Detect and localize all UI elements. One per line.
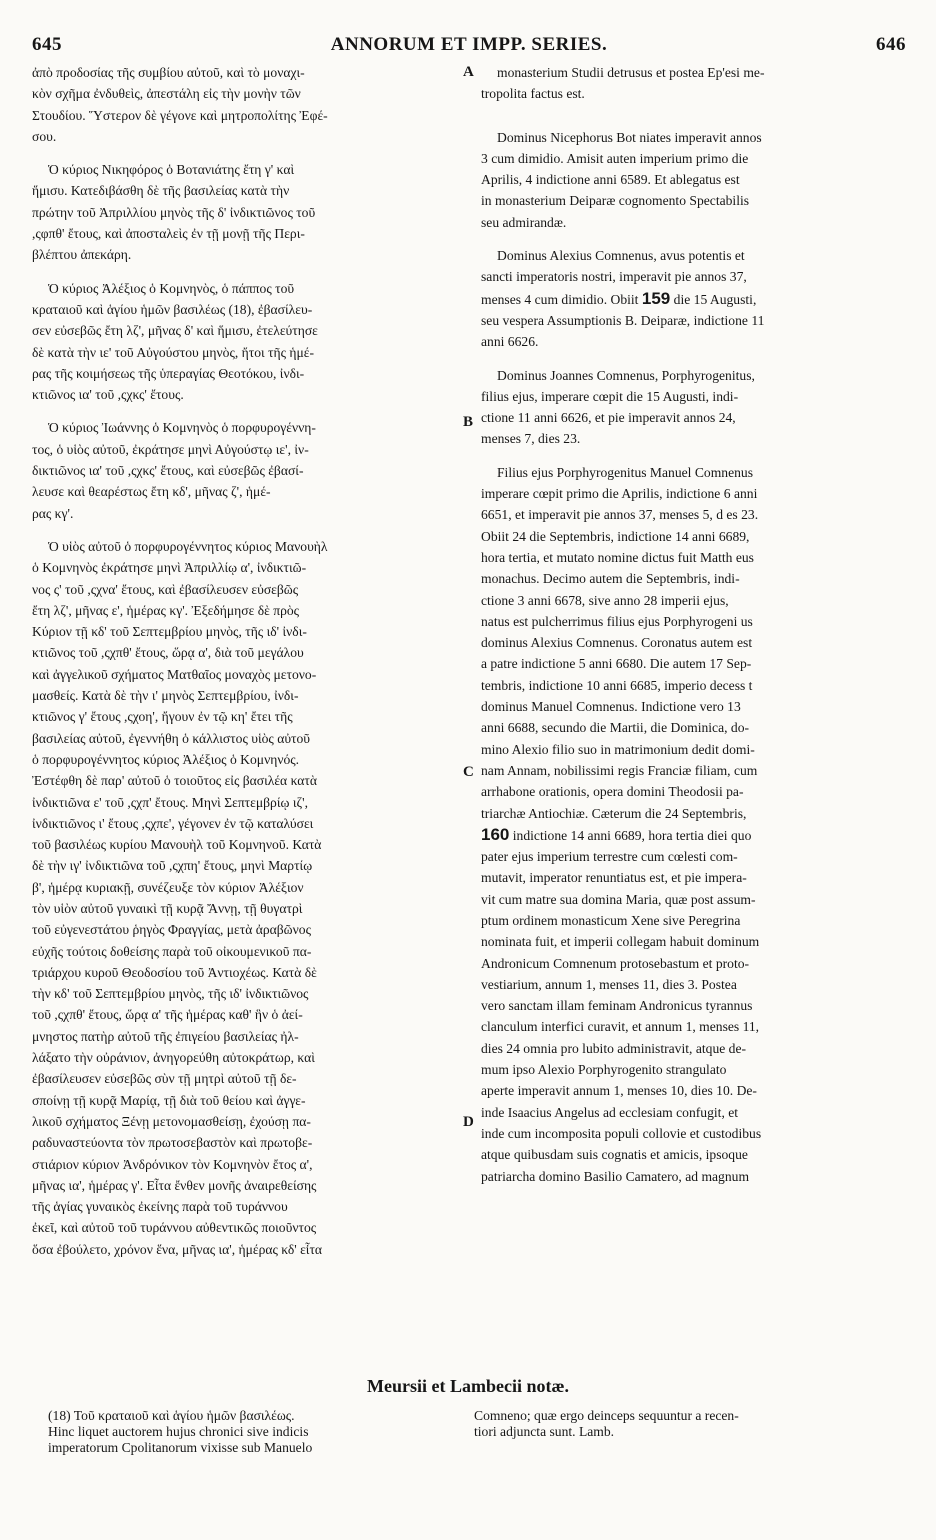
latin-paragraph: Dominus Nicephorus Bot niates imperavit annos 3 cum dimidio. Amisit auten imperium primo die Aprilis, 4 indictione anni 6589. Et ablegatus est in monasterium Deiparæ cognomento Spectabilis seu admirandæ. [481, 129, 762, 230]
latin-paragraph: Dominus Joannes Comnenus, Porphyrogenitus, filius ejus, imperare cœpit die 15 Augusti, indi- ctione 11 anni 6626, et pie imperavit annos 24, menses 7, dies 23. [481, 367, 755, 447]
column-number-160: 160 [481, 824, 510, 844]
greek-paragraph: Ὁ κύριος Νικηφόρος ὁ Βοτανιάτης ἔτη γ' καὶ ἥμισυ. Κατεδιβάσθη δὲ τῆς βασιλείας κατὰ τὴν πρώτην τοῦ Ἀπριλλίου μηνὸς τῆς δ' ἰνδικτιῶνος τοῦ ,ςφπθ' ἔτους, καὶ ἀποσταλεὶς ἐν τῇ μονῇ τῆς Περι- βλέπτου ἀπεκάρη. [32, 162, 316, 263]
page-header [32, 34, 906, 62]
footnote-left: (18) Τοῦ κραταιοῦ καὶ ἁγίου ἡμῶν βασιλέως. Hinc liquet auctorem hujus chronici sive indicis imperatorum Cpolitanorum vixisse sub Manuelo [48, 1408, 313, 1455]
latin-text: Filius ejus Porphyrogenitus Manuel Comnenus imperare cœpit primo die Aprilis, indictione 6 anni 6651, et imperavit pie annos 37, menses 5, d es 23. Obiit 24 die Septembris, indictione 14 anni 6689, hora tertia, et mutato nomine dictus fuit Matth eus monachus. Decimo autem die Septembris, indi- ctione 3 anni 6678, sive anno 28 imperii ejus, natus est pulcherrimus filius ejus Porphyrogeni us dominus Alexius Comnenus. Coronatus autem est a patre indictione 5 anni 6680. Die autem 17 Sep- tembris, indictione 10 anni 6685, imperio decess t dominus Manuel Comnenus. Indictione vero 13 anni 6688, secundo die Martii, die Dominica, do- mino Alexio filio suo in matrimonium dedit domi- nam Annam, nobilissimi regis Franciæ filiam, cum arrhabone orationis, opera domini Theodosii pa- triarchæ Antiochiæ. Cæterum die 24 Septembris, [481, 464, 759, 821]
greek-paragraph: Ὁ υἱὸς αὐτοῦ ὁ πορφυρογέννητος κύριος Μανουὴλ ὁ Κομνηνὸς ἐκράτησε μηνὶ Ἀπριλλίῳ α', ἰνδικτιῶ- νος ς' τοῦ ,ςχνα' ἔτους, καὶ ἐβασίλευσεν εὐσεβῶς ἔτη λζ', μῆνας ε', ἡμέρας κγ'. Ἐξεδήμησε δὲ πρὸς Κύριον τῇ κδ' τοῦ Σεπτεμβρίου μηνὸς, τῆς ιδ' ἰνδι- κτιῶνος τοῦ ,ςχπθ' ἔτους, ὥρᾳ α', διὰ τοῦ μεγάλου καὶ ἀγγελικοῦ σχήματος Ματθαῖος μοναχὸς μετονο- μασθείς. Κατὰ δὲ τὴν ι' μηνὸς Σεπτεμβρίου, ἰνδι- κτιῶνος γ' ἔτους ,ςχοη', ἤγουν ἐν τῷ κη' ἔτει τῆς βασιλείας αὐτοῦ, ἐγεννήθη ὁ κάλλιστος υἱὸς αὐτοῦ ὁ πορφυρογέννητος κύριος Ἀλέξιος ὁ Κομνηνός. Ἐστέφθη δὲ παρ' αὐτοῦ ὁ τοιοῦτος εἰς βασιλέα κατὰ ἰνδικτιῶνα ε' τοῦ ,ςχπ' ἔτους. Μηνὶ Σεπτεμβρίῳ ιζ', ἰνδικτιῶνος ι' ἔτους ,ςχπε', γέγονεν ἐν τῷ καταλύσει τοῦ βασιλέως κυρίου Μανουὴλ τοῦ Κομνηνοῦ. Κατὰ δὲ τὴν ιγ' ἰνδικτιῶνα τοῦ ,ςχπη' ἔτους, μηνὶ Μαρτίῳ β', ἡμέρᾳ κυριακῇ, συνέζευξε τὸν κύριον Ἀλέξιον τὸν υἱὸν αὐτοῦ γυναικὶ τῇ κυρᾷ Ἄννῃ, τῇ θυγατρὶ τοῦ εὐγενεστάτου ῥηγὸς Φραγγίας, μετὰ ἀραβῶνος εὐχῆς τούτοις δοθείσης παρὰ τοῦ οἰκουμενικοῦ πα- τριάρχου κυροῦ Θεοδοσίου τοῦ Ἀντιοχέως. Κατὰ δὲ τὴν κδ' τοῦ Σεπτεμβρίου μηνὸς, τῆς ιδ' ἰνδικτιῶνος τοῦ ,ςχπθ' ἔτους, ὥρᾳ α' τῆς ἡμέρας καθ' ἣν ὁ ἀεί- μνηστος πατὴρ αὐτοῦ τῆς ἐπιγείου βασιλείας ἠλ- λάξατο τὴν οὐράνιον, ἀνηγορεύθη αὐτοκράτωρ, καὶ ἐβασίλευσεν εὐσεβῶς σὺν τῇ μητρὶ αὐτοῦ τῇ δε- σποίνῃ τῇ κυρᾷ Μαρίᾳ, τῇ διὰ τοῦ θείου καὶ ἀγγε- λικοῦ σχήματος Ξένῃ μετονομασθείσῃ, ἐχούσῃ πα- ραδυναστεύοντα τὸν πρωτοσεβαστὸν καὶ πρωτοβε- στιάριον κύριον Ἀνδρόνικον τὸν Κομνηνὸν ἔτος α', μῆνας ια', ἡμέρας γ'. Εἶτα ἔνθεν μονῆς ἀναιρεθείσης τῆς ἁγίας γυναικὸς ἐκείνης παρὰ τοῦ τυράννου ἐκεῖ, καὶ αὐτοῦ τοῦ τυράννου αὐθεντικῶς ποιοῦντος ὅσα ἐβούλετο, χρόνον ἕνα, μῆνας ια', ἡμέρας κδ' εἶτα [32, 538, 328, 1257]
notes-heading: Meursii et Lambecii notæ. [367, 1376, 569, 1396]
footnote-right: Comneno; quæ ergo deinceps sequuntur a recen- tiori adjuncta sunt. Lamb. [474, 1408, 739, 1439]
column-number-159: 159 [641, 288, 671, 308]
latin-text: Dominus Alexius Comnenus, avus potentis et sancti imperatoris nostri, imperavit pie annos 37, menses 4 cum dimidio. Obiit [481, 248, 747, 307]
greek-column [32, 62, 458, 1272]
section-marker-b: B [463, 414, 474, 430]
section-marker-c: C [463, 764, 474, 780]
latin-paragraph: monasterium Studii detrusus et postea Ep'esi me- tropolita factus est. [481, 65, 765, 102]
page-number-left: 645 [32, 34, 62, 55]
running-title: ANNORUM ET IMPP. SERIES. [330, 34, 608, 55]
page-number-right: 646 [876, 34, 906, 55]
latin-text: die 15 Augusti, seu vespera Assumptionis B. Deiparæ, indictione 11 anni 6626. [481, 291, 765, 350]
section-marker-d: D [463, 1114, 474, 1130]
latin-text: indictione 14 anni 6689, hora tertia diei quo pater ejus imperium terrestre cum cœlesti com- mutavit, imperator renuntiatus est, et pie impera- vit cum matre sua domina Maria, quæ post assum- ptum ordinem monasticum Xene sive Peregrina nominata fuit, et imperii collegam habuit dominum Andronicum Comnenum protosebastum et proto- vestiarium, annum 1, menses 11, dies 3. Postea vero sanctam illam feminam Andronicus tyrannus clanculum interfici curavit, et annum 1, menses 11, dies 24 omnia pro lubito administravit, atque de- mum ipso Alexio Porphyrogenito strangulato aperte imperavit annum 1, menses 10, dies 10. De- inde Isaacius Angelus ad ecclesiam confugit, et inde cum incomposita populi collovie et custodibus atque quibusdam suis cognatis et amicis, ipsoque patriarcha domino Basilio Camatero, ad magnum [481, 827, 762, 1184]
latin-paragraph [481, 245, 901, 352]
latin-column [481, 62, 901, 1199]
greek-paragraph: Ὁ κύριος Ἰωάννης ὁ Κομνηνὸς ὁ πορφυρογέννη- τος, ὁ υἱὸς αὐτοῦ, ἐκράτησε μηνὶ Αὐγούστῳ ιε', ἰν- δικτιῶνος ια' τοῦ ,ςχκς' ἔτους, καὶ εὐσεβῶς ἐβασί- λευσε καὶ θεαρέστως ἔτη κδ', μῆνας ζ', ἡμέ- ρας κγ'. [32, 420, 316, 521]
latin-paragraph [481, 462, 901, 1187]
greek-paragraph: Ὁ κύριος Ἀλέξιος ὁ Κομνηνὸς, ὁ πάππος τοῦ κραταιοῦ καὶ ἁγίου ἡμῶν βασιλέως (18), ἐβασίλευ- σεν εὐσεβῶς ἔτη λζ', μῆνας δ' καὶ ἥμισυ, ἐτελεύτησε δὲ κατὰ τὴν ιε' τοῦ Αὐγούστου μηνὸς, ἤτοι τῆς ἡμέ- ρας τῆς κοιμήσεως τῆς ὑπεραγίας Θεοτόκου, ἰνδι- κτιῶνος ια' τοῦ ,ςχκς' ἔτους. [32, 280, 318, 403]
greek-paragraph: ἀπὸ προδοσίας τῆς συμβίου αὐτοῦ, καὶ τὸ μοναχι- κὸν σχῆμα ἐνδυθεὶς, ἀπεστάλη εἰς τὴν μονὴν τῶν Στουδίου. Ὕστερον δὲ γέγονε καὶ μητροπολίτης Ἐφέ- σου. [32, 65, 328, 144]
section-marker-a: A [463, 64, 474, 80]
